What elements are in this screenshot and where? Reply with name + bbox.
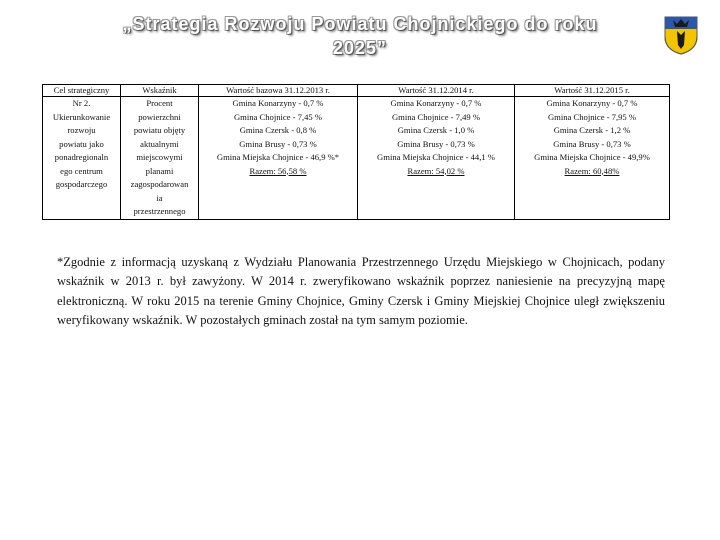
value-line: Gmina Czersk - 1,0 % (397, 125, 475, 135)
table-row (43, 97, 670, 220)
column-header-base-2013: Wartość bazowa 31.12.2013 r. (199, 85, 358, 97)
indicator-line: planami (145, 165, 174, 176)
value-line: Gmina Chojnice - 7,49 % (391, 111, 481, 122)
value-line: Gmina Konarzyny - 0,7 % (546, 98, 638, 108)
indicator-line: Procent (146, 98, 173, 108)
total-2014: Razem: 54,02 % (407, 165, 465, 176)
indicator-line: powiatu objęty (133, 125, 186, 135)
coat-of-arms-icon (663, 15, 699, 55)
value-line: Gmina Miejska Chojnice - 46,9 %* (216, 152, 340, 162)
total-2013: Razem: 56,58 % (249, 165, 307, 176)
page-title: „Strategia Rozwoju Powiatu Chojnickiego do roku 2025” (122, 14, 598, 58)
cell-2015 (515, 97, 670, 220)
cell-indicator (121, 97, 199, 220)
indicator-line: przestrzennego (133, 206, 186, 216)
column-header-indicator: Wskaźnik (121, 85, 199, 97)
column-header-2014: Wartość 31.12.2014 r. (358, 85, 515, 97)
indicator-table (42, 84, 670, 220)
indicator-line: ia (156, 192, 163, 203)
indicator-line: aktualnymi (140, 138, 179, 149)
goal-line: gospodarczego (55, 179, 108, 189)
cell-2014 (358, 97, 515, 220)
column-header-goal: Cel strategiczny (43, 85, 121, 97)
total-2015: Razem: 60,48% (564, 165, 620, 176)
value-line: Gmina Brusy - 0,73 % (553, 138, 631, 149)
value-line: Gmina Miejska Chojnice - 44,1 % (377, 152, 495, 162)
value-line: Gmina Brusy - 0,73 % (239, 138, 317, 149)
value-line: Gmina Chojnice - 7,95 % (547, 111, 637, 122)
indicator-line: zagospodarowan (130, 179, 189, 189)
goal-line: powiatu jako (59, 138, 104, 149)
value-line: Gmina Miejska Chojnice - 49,9% (534, 152, 650, 162)
goal-line: Ukierunkowanie (52, 111, 111, 122)
value-line: Gmina Chojnice - 7,45 % (233, 111, 323, 122)
cell-base-2013 (199, 97, 358, 220)
indicator-line: powierzchni (138, 111, 181, 122)
table-header-row (43, 85, 670, 97)
goal-line: ego centrum (60, 165, 103, 176)
value-line: Gmina Czersk - 1,2 % (553, 125, 631, 135)
footnote: *Zgodnie z informacją uzyskaną z Wydziału Planowania Przestrzennego Urzędu Miejskiego w Chojnicach, podany wskaźnik w 2013 r. był zawyżony. W 2014 r. zweryfikowano wskaźnik poprzez naniesienie na precyzyjną mapę elektroniczną. W roku 2015 na terenie Gminy Chojnice, Gminy Czersk i Gminy Miejskiej Chojnice uległ zwiększeniu weryfikowany wskaźnik. W pozostałych gminach został na tym samym poziomie. (57, 254, 665, 327)
goal-line: ponadregionaln (54, 152, 109, 162)
goal-line: rozwoju (67, 125, 96, 135)
value-line: Gmina Konarzyny - 0,7 % (390, 98, 482, 108)
cell-goal (43, 97, 121, 220)
value-line: Gmina Brusy - 0,73 % (397, 138, 475, 149)
indicator-line: miejscowymi (136, 152, 183, 162)
value-line: Gmina Czersk - 0,8 % (239, 125, 317, 135)
goal-line: Nr 2. (72, 98, 91, 108)
column-header-2015: Wartość 31.12.2015 r. (515, 85, 670, 97)
value-line: Gmina Konarzyny - 0,7 % (232, 98, 324, 108)
